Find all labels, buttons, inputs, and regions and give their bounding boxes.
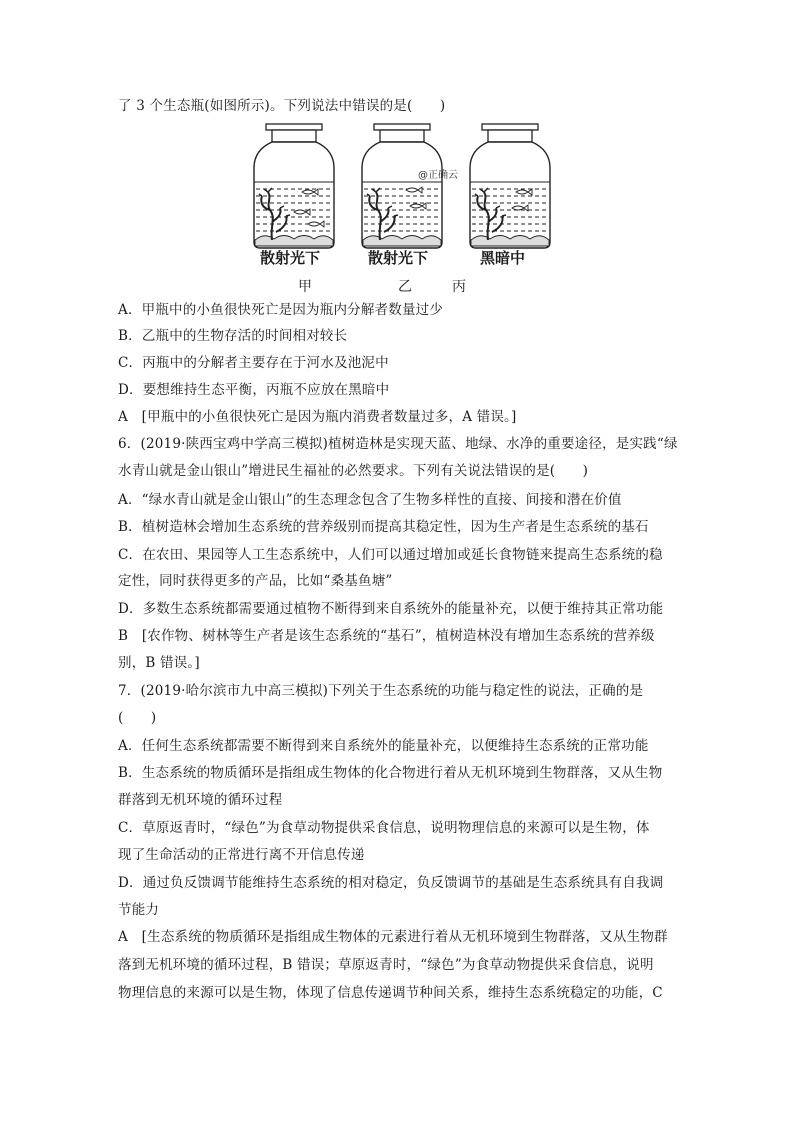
q7-answer-line-2: 落到无机环境的循环过程，B 错误；草原返青时，“绿色”为食草动物提供采食信息，说明 bbox=[118, 957, 654, 973]
jar-2 bbox=[362, 124, 442, 248]
q6-stem-line-2: 水青山就是金山银山”增进民生福祉的必然要求。下列有关说法错误的是( ) bbox=[118, 463, 589, 479]
eco-bottles-figure bbox=[246, 122, 556, 297]
q7-option-c-line-2: 现了生命活动的正常进行离不开信息传递 bbox=[118, 847, 365, 863]
jar-label-3: 黑暗中 bbox=[480, 249, 526, 267]
q5-answer: A [甲瓶中的小鱼很快死亡是因为瓶内消费者数量过多，A 错误。] bbox=[118, 409, 517, 425]
jar-label-2: 散射光下 bbox=[368, 249, 429, 267]
caption-bing: 丙 bbox=[452, 279, 466, 295]
q7-answer-line-3: 物理信息的来源可以是生物，体现了信息传递调节种间关系，维持生态系统稳定的功能，C bbox=[118, 985, 663, 1001]
q6-option-b: B．植树造林会增加生态系统的营养级别而提高其稳定性，因为生产者是生态系统的基石 bbox=[118, 519, 649, 535]
jar-1 bbox=[254, 124, 334, 248]
q7-option-b-line-1: B．生态系统的物质循环是指组成生物体的化合物进行着从无机环境到生物群落，又从生物 bbox=[118, 765, 663, 781]
bottles-illustration bbox=[246, 122, 556, 257]
q6-answer-line-2: 别，B 错误。] bbox=[118, 655, 200, 671]
q7-stem-line-1: 7．(2019·哈尔滨市九中高三模拟)下列关于生态系统的功能与稳定性的说法，正确的是 bbox=[118, 683, 644, 699]
q7-answer-line-1: A [生态系统的物质循环是指组成生物体的元素进行着从无机环境到生物群落，又从生物群 bbox=[118, 929, 668, 945]
q5-option-a: A．甲瓶中的小鱼很快死亡是因为瓶内分解者数量过少 bbox=[118, 302, 444, 318]
q6-answer-line-1: B [农作物、树林等生产者是该生态系统的“基石”，植树造林没有增加生态系统的营养级 bbox=[118, 628, 655, 644]
jar-label-1: 散射光下 bbox=[260, 249, 321, 267]
q6-option-c-line-1: C．在农田、果园等人工生态系统中，人们可以通过增加或延长食物链来提高生态系统的稳 bbox=[118, 547, 663, 563]
watermark: @正确云 bbox=[418, 170, 458, 181]
q7-option-a: A．任何生态系统都需要不断得到来自系统外的能量补充，以便维持生态系统的正常功能 bbox=[118, 738, 649, 754]
q6-option-a: A．“绿水青山就是金山银山”的生态理念包含了生物多样性的直接、间接和潜在价值 bbox=[118, 492, 622, 508]
q7-option-d-line-2: 节能力 bbox=[118, 902, 160, 918]
q6-option-c-line-2: 定性，同时获得更多的产品，比如“桑基鱼塘” bbox=[118, 573, 393, 589]
q5-option-b: B．乙瓶中的生物存活的时间相对较长 bbox=[118, 328, 348, 344]
q6-stem-line-1: 6．(2019·陕西宝鸡中学高三模拟)植树造林是实现天蓝、地绿、水净的重要途径，是实践“绿 bbox=[118, 436, 678, 452]
q5-option-d: D．要想维持生态平衡，丙瓶不应放在黑暗中 bbox=[118, 382, 390, 398]
q7-option-d-line-1: D．通过负反馈调节能维持生态系统的相对稳定，负反馈调节的基础是生态系统具有自我调 bbox=[118, 875, 664, 891]
caption-yi: 乙 bbox=[398, 279, 412, 295]
q6-option-d: D．多数生态系统都需要通过植物不断得到来自系统外的能量补充，以便于维持其正常功能 bbox=[118, 601, 664, 617]
q7-option-b-line-2: 群落到无机环境的循环过程 bbox=[118, 792, 283, 808]
jar-3 bbox=[470, 124, 550, 248]
q7-option-c-line-1: C．草原返青时，“绿色”为食草动物提供采食信息，说明物理信息的来源可以是生物，体 bbox=[118, 820, 650, 836]
q7-stem-line-2: ( ) bbox=[118, 710, 157, 726]
caption-jia: 甲 bbox=[298, 279, 312, 295]
q5-option-c: C．丙瓶中的分解者主要存在于河水及池泥中 bbox=[118, 355, 389, 371]
question-5-stem: 了 3 个生态瓶(如图所示)。下列说法中错误的是( ) bbox=[118, 98, 446, 114]
